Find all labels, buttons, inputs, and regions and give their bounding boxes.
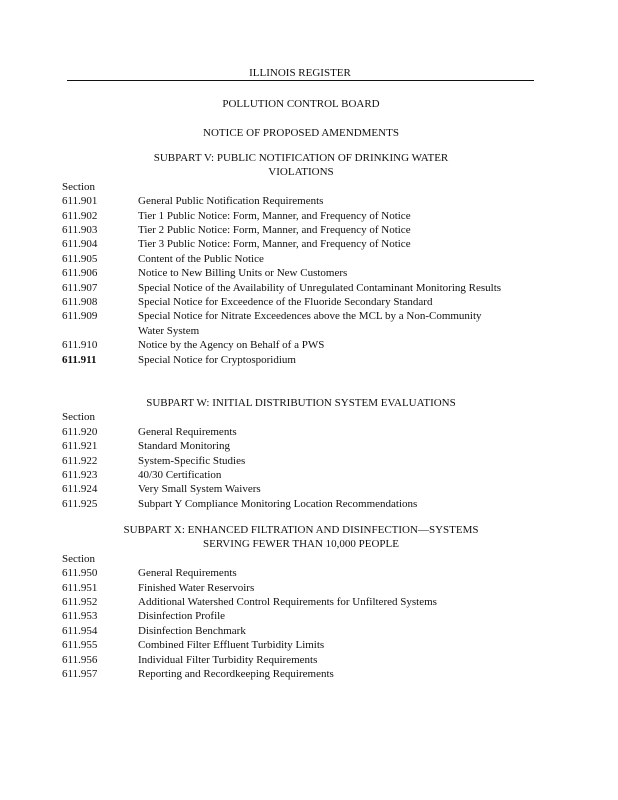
section-number: 611.925 bbox=[62, 497, 98, 510]
section-title: General Requirements bbox=[138, 425, 237, 438]
section-title: Tier 1 Public Notice: Form, Manner, and Frequency of Notice bbox=[138, 209, 411, 222]
section-title: Tier 2 Public Notice: Form, Manner, and Frequency of Notice bbox=[138, 224, 411, 237]
section-number: 611.921 bbox=[62, 440, 98, 453]
section-row bbox=[62, 266, 540, 280]
section-title: Disinfection Benchmark bbox=[138, 624, 246, 637]
register-header: ILLINOIS REGISTER bbox=[249, 67, 351, 79]
section-number: 611.911 bbox=[62, 353, 97, 366]
section-number: 611.903 bbox=[62, 224, 98, 237]
section-number: 611.952 bbox=[62, 596, 98, 609]
section-label: Section bbox=[62, 411, 95, 424]
section-title: General Requirements bbox=[138, 567, 237, 580]
section-title: Notice to New Billing Units or New Customers bbox=[138, 267, 348, 280]
section-row bbox=[62, 439, 540, 453]
section-row bbox=[62, 624, 540, 638]
section-row bbox=[62, 425, 540, 439]
section-number: 611.920 bbox=[62, 425, 98, 438]
section-title: General Public Notification Requirements bbox=[138, 195, 324, 208]
subpart-heading: SERVING FEWER THAN 10,000 PEOPLE bbox=[202, 538, 399, 551]
subpart-heading: SUBPART X: ENHANCED FILTRATION AND DISINFECTION—SYSTEMS bbox=[123, 524, 479, 536]
section-label: Section bbox=[62, 552, 95, 565]
section-number: 611.910 bbox=[62, 339, 98, 352]
section-number: 611.906 bbox=[62, 267, 98, 280]
section-title: Special Notice for Exceedence of the Fluoride Secondary Standard bbox=[138, 296, 433, 309]
section-title: 40/30 Certification bbox=[138, 469, 222, 482]
section-number: 611.956 bbox=[62, 653, 98, 666]
section-title: Combined Filter Effluent Turbidity Limits bbox=[138, 639, 325, 652]
section-title: System-Specific Studies bbox=[138, 454, 246, 467]
section-number: 611.957 bbox=[62, 668, 98, 681]
section-row bbox=[62, 566, 540, 580]
section-row bbox=[62, 454, 540, 468]
section-number: 611.922 bbox=[62, 454, 98, 467]
notice-title: NOTICE OF PROPOSED AMENDMENTS bbox=[203, 127, 399, 139]
section-row bbox=[62, 581, 540, 595]
section-number: 611.951 bbox=[62, 581, 98, 594]
section-row bbox=[62, 281, 540, 295]
header-rule bbox=[67, 80, 534, 81]
section-row bbox=[62, 353, 540, 367]
section-number: 611.902 bbox=[62, 209, 98, 222]
section-row bbox=[62, 338, 540, 352]
subpart-heading: VIOLATIONS bbox=[268, 166, 334, 179]
section-title: Tier 3 Public Notice: Form, Manner, and Frequency of Notice bbox=[138, 238, 411, 251]
section-label: Section bbox=[62, 180, 95, 193]
section-row bbox=[62, 194, 540, 208]
subpart-heading: SUBPART W: INITIAL DISTRIBUTION SYSTEM EVALUATIONS bbox=[146, 397, 456, 409]
section-title: Standard Monitoring bbox=[138, 440, 230, 453]
section-title: Disinfection Profile bbox=[138, 610, 226, 623]
section-number: 611.908 bbox=[62, 296, 98, 309]
section-row bbox=[62, 209, 540, 223]
section-row bbox=[62, 667, 540, 681]
section-number: 611.907 bbox=[62, 281, 98, 294]
section-row bbox=[62, 595, 540, 609]
section-row bbox=[62, 482, 540, 496]
section-number: 611.923 bbox=[62, 469, 98, 482]
section-number: 611.954 bbox=[62, 624, 98, 637]
section-title: Additional Watershed Control Requirements for Unfiltered Systems bbox=[138, 596, 437, 609]
section-title: Reporting and Recordkeeping Requirements bbox=[138, 668, 334, 681]
section-row bbox=[62, 252, 540, 266]
section-row bbox=[62, 295, 540, 309]
section-number: 611.901 bbox=[62, 195, 98, 208]
section-number: 611.955 bbox=[62, 639, 98, 652]
section-number: 611.953 bbox=[62, 610, 98, 623]
section-number: 611.904 bbox=[62, 238, 98, 251]
section-number: 611.909 bbox=[62, 310, 98, 323]
section-row bbox=[62, 653, 540, 667]
section-number: 611.905 bbox=[62, 252, 98, 265]
section-title: Special Notice of the Availability of Unregulated Contaminant Monitoring Results bbox=[138, 281, 502, 294]
section-title: Very Small System Waivers bbox=[138, 483, 261, 496]
section-title: Notice by the Agency on Behalf of a PWS bbox=[138, 339, 325, 352]
section-row bbox=[62, 468, 540, 482]
section-row bbox=[62, 309, 540, 338]
section-row bbox=[62, 638, 540, 652]
section-title: Subpart Y Compliance Monitoring Location Recommendations bbox=[138, 497, 418, 510]
section-row bbox=[62, 237, 540, 251]
section-number: 611.924 bbox=[62, 483, 98, 496]
agency-name: POLLUTION CONTROL BOARD bbox=[222, 98, 380, 110]
section-number: 611.950 bbox=[62, 567, 98, 580]
section-row bbox=[62, 223, 540, 237]
section-title: Individual Filter Turbidity Requirements bbox=[138, 653, 318, 666]
section-title: Special Notice for Cryptosporidium bbox=[138, 353, 296, 366]
section-title: Special Notice for Nitrate Exceedences above the MCL by a Non-Community Water System bbox=[138, 310, 482, 337]
section-title: Content of the Public Notice bbox=[138, 252, 264, 265]
subpart-heading: SUBPART V: PUBLIC NOTIFICATION OF DRINKING WATER bbox=[153, 152, 449, 164]
section-title: Finished Water Reservoirs bbox=[138, 581, 255, 594]
section-row bbox=[62, 609, 540, 623]
section-row bbox=[62, 497, 540, 511]
